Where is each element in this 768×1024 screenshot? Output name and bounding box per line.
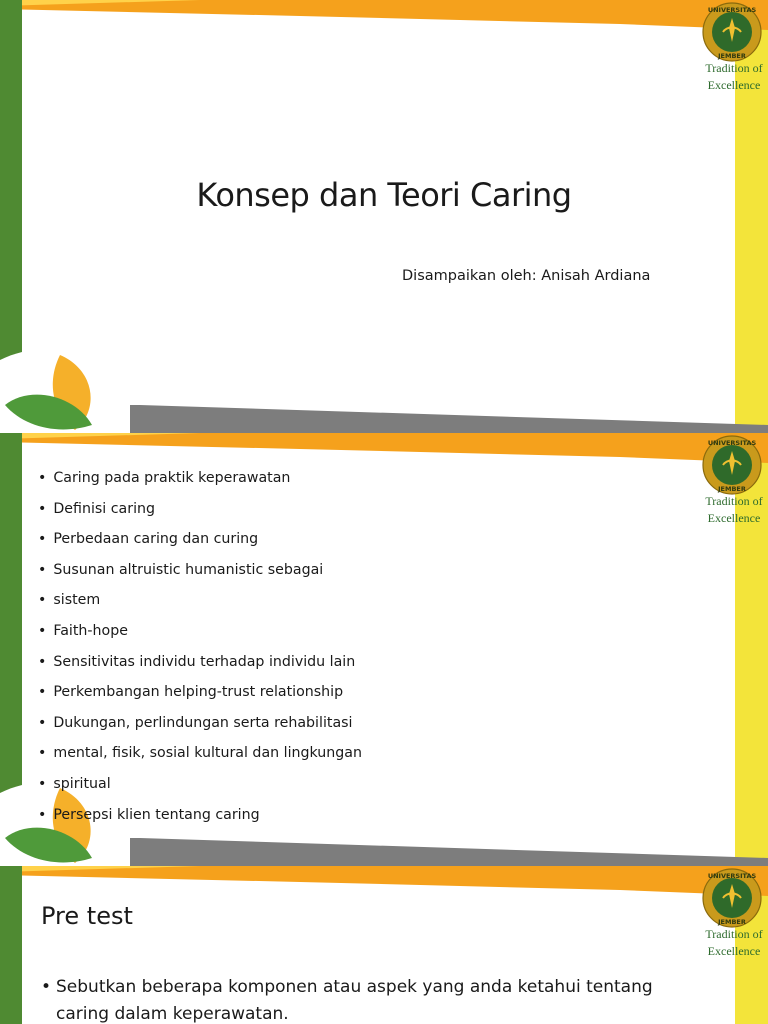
- pretest-bullet-text: Sebutkan beberapa komponen atau aspek yang anda ketahui tentang caring dalam keperawatan.: [56, 977, 653, 1024]
- bullet-dot: •: [41, 977, 52, 997]
- svg-text:JEMBER: JEMBER: [718, 485, 746, 493]
- tagline-line-2: Excellence: [707, 511, 761, 525]
- green-left-band: [0, 866, 22, 1024]
- pretest-bullet: [41, 974, 701, 1024]
- orange-top-band: [0, 0, 768, 30]
- tagline: [694, 493, 768, 527]
- bullet-item: • Definisi caring: [38, 494, 362, 525]
- tagline-line-2: Excellence: [707, 78, 761, 92]
- bullet-item: • Dukungan, perlindungan serta rehabilitasi: [38, 708, 362, 739]
- bullet-item: • Caring pada praktik keperawatan: [38, 463, 362, 494]
- university-logo: [701, 868, 763, 928]
- tagline: [694, 926, 768, 960]
- bullet-list: [38, 463, 362, 830]
- slide-outline: [0, 433, 768, 866]
- tagline: [694, 60, 768, 94]
- bullet-item: • Faith-hope: [38, 616, 362, 647]
- svg-text:UNIVERSITAS: UNIVERSITAS: [707, 439, 757, 447]
- bullet-item: • Sensitivitas individu terhadap individu lain: [38, 647, 362, 678]
- bullet-item: • Perbedaan caring dan curing: [38, 524, 362, 555]
- tagline-line-1: Tradition of: [705, 61, 763, 75]
- tagline-line-1: Tradition of: [705, 494, 763, 508]
- orange-top-band: [0, 866, 768, 896]
- svg-text:UNIVERSITAS: UNIVERSITAS: [707, 6, 757, 14]
- bullet-item: • mental, fisik, sosial kultural dan lingkungan: [38, 738, 362, 769]
- slide-pretest: [0, 866, 768, 1024]
- slide-title: [0, 0, 768, 433]
- slide-subtitle: Disampaikan oleh: Anisah Ardiana: [402, 268, 651, 284]
- bullet-item: • Perkembangan helping-trust relationship: [38, 677, 362, 708]
- svg-text:JEMBER: JEMBER: [718, 52, 746, 60]
- pretest-title: Pre test: [41, 902, 133, 930]
- tagline-line-1: Tradition of: [705, 927, 763, 941]
- bullet-item: • Persepsi klien tentang caring: [38, 800, 362, 831]
- bullet-item: • Susunan altruistic humanistic sebagai: [38, 555, 362, 586]
- svg-text:UNIVERSITAS: UNIVERSITAS: [707, 872, 757, 880]
- bullet-item: • spiritual: [38, 769, 362, 800]
- bullet-item: • sistem: [38, 585, 362, 616]
- university-logo: [701, 435, 763, 495]
- svg-text:JEMBER: JEMBER: [718, 918, 746, 926]
- slide-decoration: [0, 0, 768, 433]
- university-logo: [701, 2, 763, 62]
- slide-title-text: Konsep dan Teori Caring: [196, 176, 572, 214]
- orange-top-band: [0, 433, 768, 463]
- tagline-line-2: Excellence: [707, 944, 761, 958]
